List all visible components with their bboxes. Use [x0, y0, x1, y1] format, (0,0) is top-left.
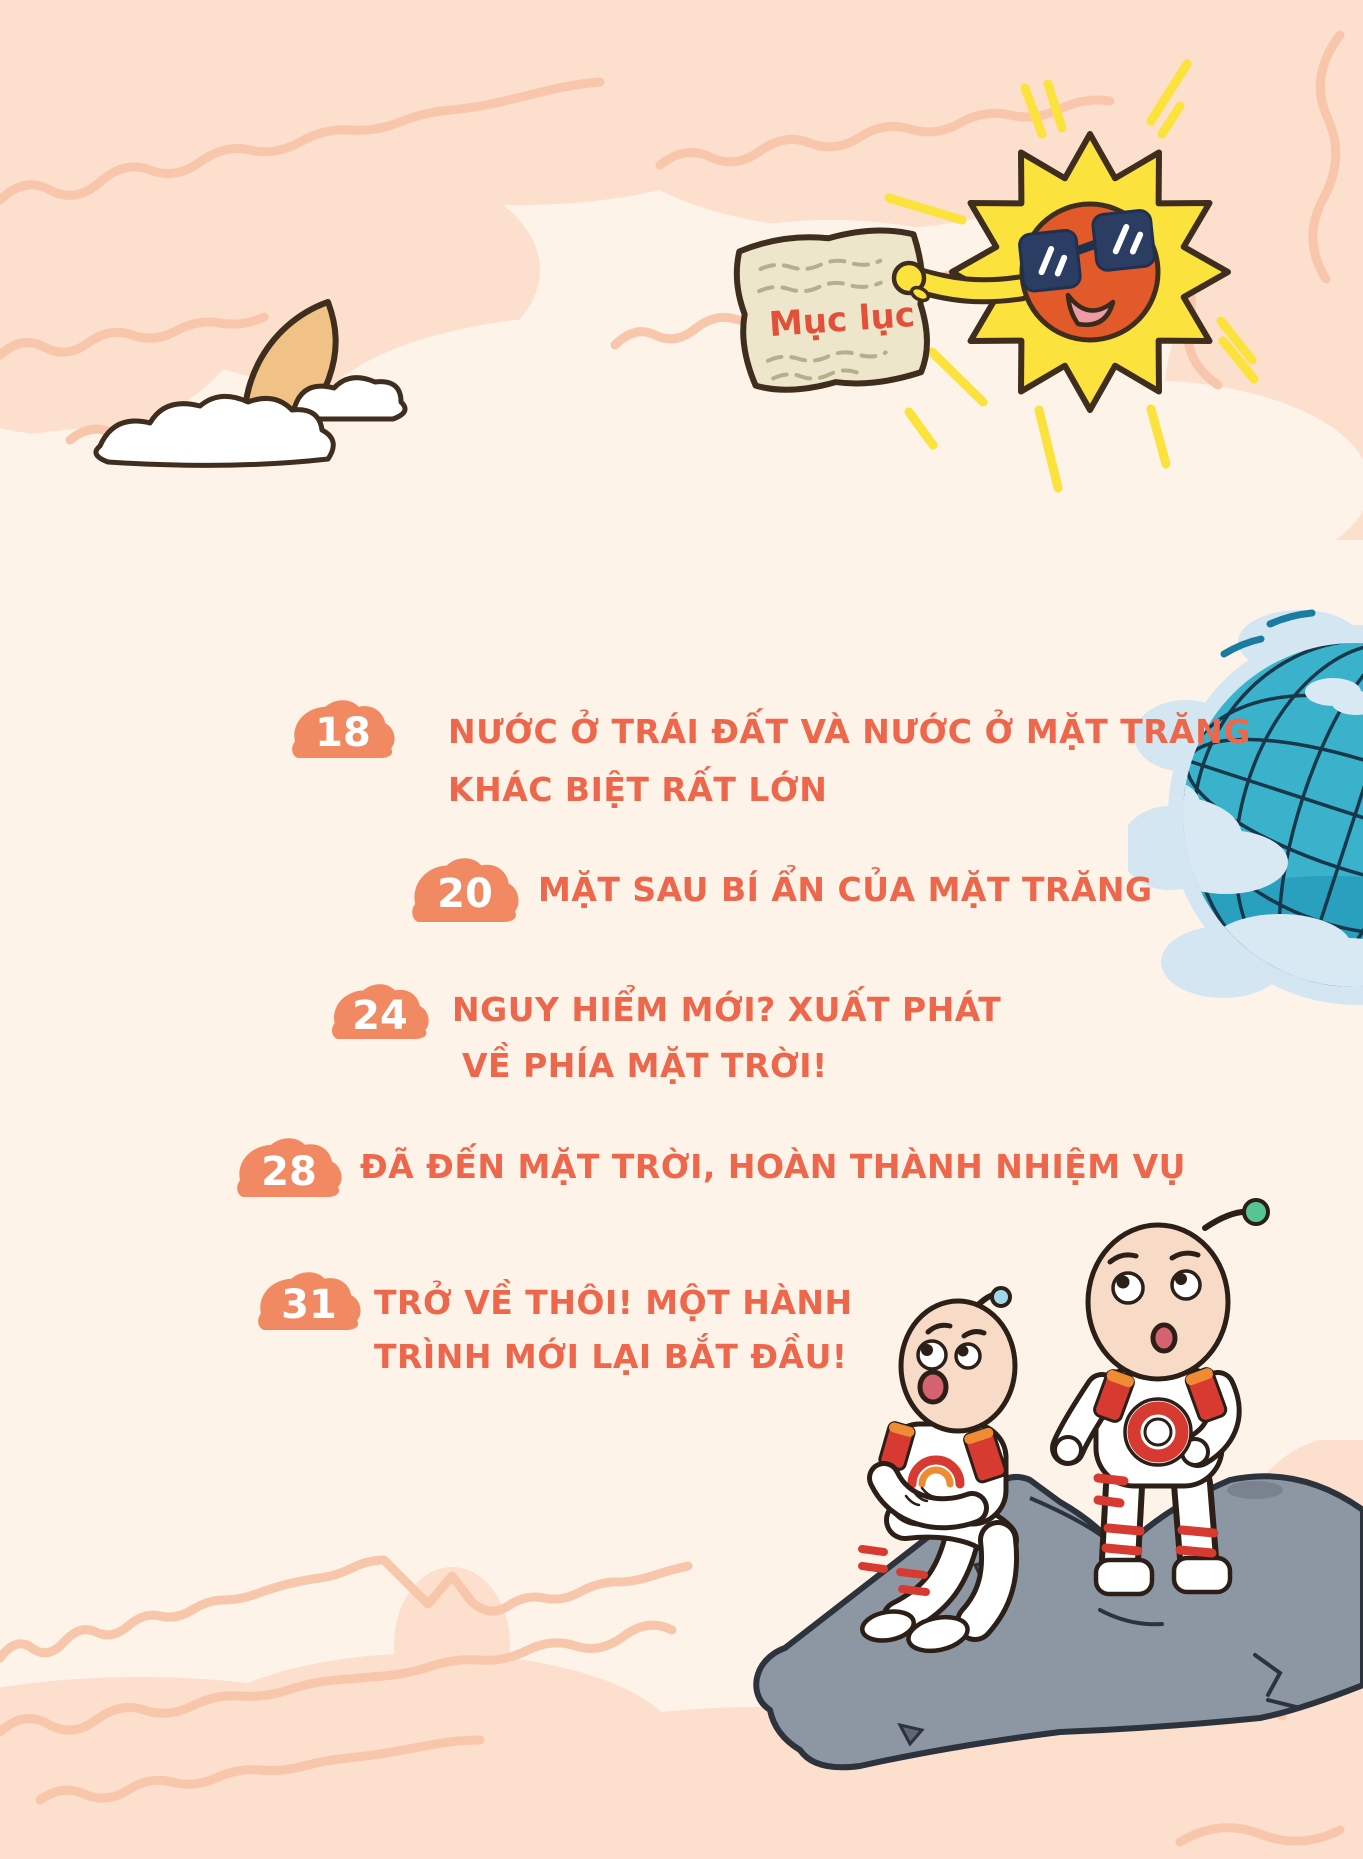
sun-illustration	[620, 40, 1363, 510]
toc-entry-title: ĐÃ ĐẾN MẶT TRỜI, HOÀN THÀNH NHIỆM VỤ	[360, 1147, 1186, 1186]
moon-rock	[756, 1476, 1363, 1767]
antenna-ball-green	[1244, 1200, 1268, 1224]
page-number-badge-24: 24	[330, 984, 430, 1039]
toc-entry-title: VỀ PHÍA MẶT TRỜI!	[462, 1046, 828, 1085]
toc-entry-title: NGUY HIỂM MỚI? XUẤT PHÁT	[452, 990, 1002, 1029]
antenna-ball-blue	[992, 1288, 1010, 1306]
toc-entry-title: NƯỚC Ở TRÁI ĐẤT VÀ NƯỚC Ở MẶT TRĂNG	[448, 712, 1251, 751]
toc-entry-title: TRÌNH MỚI LẠI BẮT ĐẦU!	[374, 1337, 848, 1376]
page-number-badge-18: 18	[290, 700, 396, 758]
page-number-badge-31: 31	[256, 1272, 362, 1330]
astronauts-rock-illustration	[600, 1180, 1363, 1859]
toc-entry-title: TRỞ VỀ THÔI! MỘT HÀNH	[374, 1283, 853, 1322]
toc-entry-title: MẶT SAU BÍ ẨN CỦA MẶT TRĂNG	[538, 870, 1153, 909]
toc-sign-title: Mục lục	[767, 294, 917, 346]
page-number-badge-20: 20	[410, 858, 520, 922]
toc-entry-title: KHÁC BIỆT RẤT LỚN	[448, 770, 828, 809]
crescent-moon-illustration	[70, 240, 430, 480]
earth-illustration	[1128, 596, 1363, 1006]
page-number-badge-28: 28	[235, 1138, 343, 1197]
